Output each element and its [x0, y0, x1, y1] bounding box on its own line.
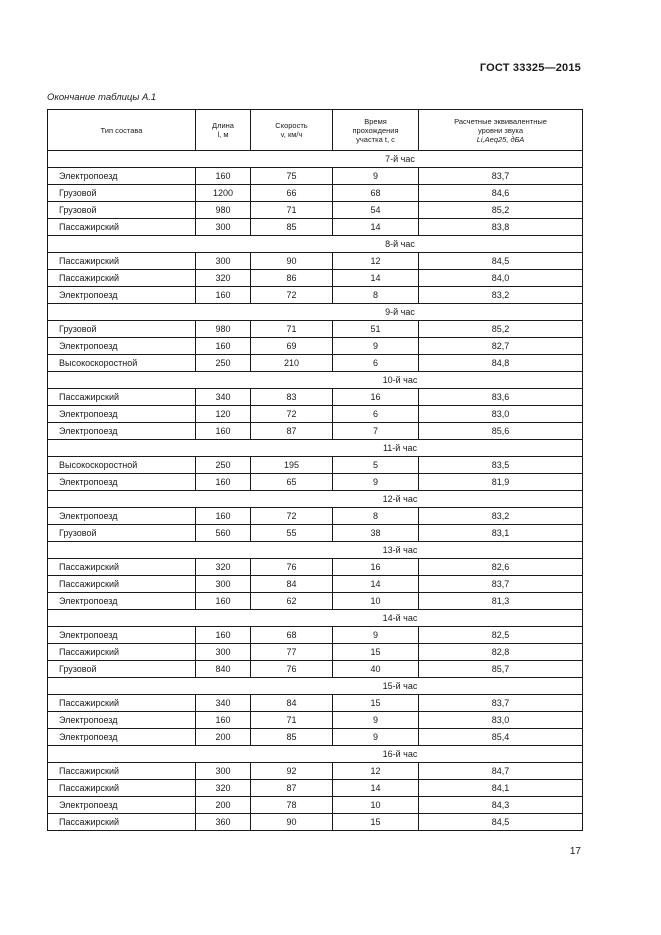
cell-speed: 76: [251, 661, 333, 678]
cell-length: 360: [196, 814, 251, 831]
table-row: [48, 644, 583, 661]
cell-speed: 92: [251, 763, 333, 780]
cell-train-type: Электропоезд: [48, 474, 196, 491]
cell-level: 84,0: [419, 270, 583, 287]
section-header-row: [48, 542, 583, 559]
document-code: ГОСТ 33325—2015: [479, 62, 581, 74]
cell-train-type: Грузовой: [48, 661, 196, 678]
cell-train-type: Электропоезд: [48, 593, 196, 610]
cell-length: 320: [196, 780, 251, 797]
cell-time: 12: [333, 763, 419, 780]
cell-speed: 83: [251, 389, 333, 406]
cell-speed: 71: [251, 321, 333, 338]
cell-level: 82,6: [419, 559, 583, 576]
cell-speed: 90: [251, 253, 333, 270]
cell-length: 840: [196, 661, 251, 678]
section-label: 9-й час: [48, 304, 583, 321]
table-row: [48, 712, 583, 729]
cell-train-type: Электропоезд: [48, 712, 196, 729]
cell-level: 83,8: [419, 219, 583, 236]
cell-speed: 62: [251, 593, 333, 610]
cell-level: 83,7: [419, 695, 583, 712]
cell-train-type: Электропоезд: [48, 423, 196, 440]
cell-length: 560: [196, 525, 251, 542]
cell-time: 9: [333, 712, 419, 729]
table-row: [48, 185, 583, 202]
cell-speed: 87: [251, 780, 333, 797]
cell-speed: 90: [251, 814, 333, 831]
train-noise-table: [47, 109, 583, 831]
cell-train-type: Пассажирский: [48, 780, 196, 797]
cell-time: 15: [333, 814, 419, 831]
cell-length: 160: [196, 508, 251, 525]
table-row: [48, 797, 583, 814]
cell-time: 15: [333, 695, 419, 712]
cell-time: 6: [333, 355, 419, 372]
cell-length: 200: [196, 797, 251, 814]
cell-train-type: Пассажирский: [48, 576, 196, 593]
cell-time: 51: [333, 321, 419, 338]
cell-length: 200: [196, 729, 251, 746]
table-row: [48, 389, 583, 406]
cell-level: 85,4: [419, 729, 583, 746]
cell-level: 82,5: [419, 627, 583, 644]
cell-time: 9: [333, 168, 419, 185]
cell-speed: 84: [251, 695, 333, 712]
cell-train-type: Грузовой: [48, 525, 196, 542]
cell-level: 85,2: [419, 321, 583, 338]
cell-level: 81,9: [419, 474, 583, 491]
cell-speed: 65: [251, 474, 333, 491]
cell-train-type: Электропоезд: [48, 797, 196, 814]
cell-train-type: Электропоезд: [48, 627, 196, 644]
cell-level: 85,2: [419, 202, 583, 219]
cell-speed: 75: [251, 168, 333, 185]
cell-length: 160: [196, 338, 251, 355]
section-label: 11-й час: [48, 440, 583, 457]
cell-train-type: Пассажирский: [48, 389, 196, 406]
cell-speed: 69: [251, 338, 333, 355]
cell-train-type: Грузовой: [48, 185, 196, 202]
cell-speed: 72: [251, 287, 333, 304]
section-header-row: [48, 151, 583, 168]
section-label: 15-й час: [48, 678, 583, 695]
section-label: 16-й час: [48, 746, 583, 763]
cell-time: 8: [333, 508, 419, 525]
cell-level: 82,8: [419, 644, 583, 661]
cell-train-type: Пассажирский: [48, 253, 196, 270]
cell-time: 9: [333, 627, 419, 644]
section-header-row: [48, 440, 583, 457]
cell-time: 14: [333, 576, 419, 593]
cell-train-type: Пассажирский: [48, 763, 196, 780]
section-label: 7-й час: [48, 151, 583, 168]
table-row: [48, 695, 583, 712]
cell-length: 300: [196, 253, 251, 270]
cell-time: 10: [333, 593, 419, 610]
table-row: [48, 338, 583, 355]
table-row: [48, 457, 583, 474]
cell-length: 160: [196, 168, 251, 185]
cell-length: 300: [196, 644, 251, 661]
cell-level: 83,1: [419, 525, 583, 542]
cell-speed: 68: [251, 627, 333, 644]
section-header-row: [48, 236, 583, 253]
section-header-row: [48, 491, 583, 508]
col-header-level: Расчетные эквивалентные уровни звука Li,Aeq25, дБА: [419, 110, 583, 151]
table-row: [48, 729, 583, 746]
table-row: [48, 219, 583, 236]
table-row: [48, 814, 583, 831]
cell-length: 160: [196, 627, 251, 644]
cell-level: 81,3: [419, 593, 583, 610]
col-header-time: Время прохождения участка t, с: [333, 110, 419, 151]
table-row: [48, 661, 583, 678]
cell-speed: 210: [251, 355, 333, 372]
table-row: [48, 508, 583, 525]
cell-time: 14: [333, 780, 419, 797]
cell-length: 300: [196, 219, 251, 236]
cell-speed: 71: [251, 712, 333, 729]
table-row: [48, 287, 583, 304]
cell-length: 160: [196, 423, 251, 440]
cell-time: 16: [333, 559, 419, 576]
cell-time: 9: [333, 729, 419, 746]
cell-speed: 72: [251, 508, 333, 525]
cell-level: 83,2: [419, 508, 583, 525]
page-number: 17: [569, 846, 581, 857]
cell-time: 9: [333, 338, 419, 355]
table-row: [48, 559, 583, 576]
table-body: [48, 151, 583, 831]
cell-length: 160: [196, 474, 251, 491]
cell-speed: 85: [251, 219, 333, 236]
cell-train-type: Пассажирский: [48, 644, 196, 661]
cell-speed: 78: [251, 797, 333, 814]
cell-speed: 66: [251, 185, 333, 202]
cell-speed: 55: [251, 525, 333, 542]
cell-length: 300: [196, 576, 251, 593]
cell-length: 250: [196, 457, 251, 474]
cell-time: 5: [333, 457, 419, 474]
cell-time: 12: [333, 253, 419, 270]
cell-train-type: Грузовой: [48, 202, 196, 219]
cell-length: 340: [196, 695, 251, 712]
cell-time: 16: [333, 389, 419, 406]
section-label: 14-й час: [48, 610, 583, 627]
cell-train-type: Электропоезд: [48, 508, 196, 525]
cell-train-type: Пассажирский: [48, 695, 196, 712]
cell-speed: 77: [251, 644, 333, 661]
table-row: [48, 253, 583, 270]
cell-level: 83,7: [419, 168, 583, 185]
cell-length: 320: [196, 559, 251, 576]
section-header-row: [48, 304, 583, 321]
cell-time: 14: [333, 270, 419, 287]
cell-level: 84,3: [419, 797, 583, 814]
cell-length: 340: [196, 389, 251, 406]
cell-train-type: Пассажирский: [48, 219, 196, 236]
cell-length: 980: [196, 202, 251, 219]
cell-level: 85,7: [419, 661, 583, 678]
section-label: 13-й час: [48, 542, 583, 559]
cell-length: 160: [196, 712, 251, 729]
cell-level: 83,7: [419, 576, 583, 593]
table-row: [48, 763, 583, 780]
table-row: [48, 321, 583, 338]
cell-speed: 85: [251, 729, 333, 746]
table-row: [48, 593, 583, 610]
cell-level: 84,7: [419, 763, 583, 780]
cell-train-type: Электропоезд: [48, 168, 196, 185]
table-caption: Окончание таблицы А.1: [47, 92, 157, 103]
col-header-speed: Скорость v, км/ч: [251, 110, 333, 151]
cell-level: 83,0: [419, 406, 583, 423]
cell-time: 14: [333, 219, 419, 236]
section-header-row: [48, 678, 583, 695]
cell-level: 83,0: [419, 712, 583, 729]
cell-length: 160: [196, 593, 251, 610]
cell-train-type: Пассажирский: [48, 559, 196, 576]
cell-train-type: Пассажирский: [48, 814, 196, 831]
cell-level: 84,5: [419, 253, 583, 270]
table-row: [48, 270, 583, 287]
table-header-row: [48, 110, 583, 151]
cell-time: 15: [333, 644, 419, 661]
section-header-row: [48, 610, 583, 627]
cell-level: 84,6: [419, 185, 583, 202]
cell-level: 84,5: [419, 814, 583, 831]
table-row: [48, 576, 583, 593]
cell-train-type: Высокоскоростной: [48, 457, 196, 474]
cell-speed: 72: [251, 406, 333, 423]
cell-length: 980: [196, 321, 251, 338]
cell-train-type: Электропоезд: [48, 287, 196, 304]
table-row: [48, 355, 583, 372]
cell-time: 8: [333, 287, 419, 304]
table-row: [48, 525, 583, 542]
cell-time: 9: [333, 474, 419, 491]
cell-level: 83,5: [419, 457, 583, 474]
cell-length: 250: [196, 355, 251, 372]
cell-time: 54: [333, 202, 419, 219]
cell-train-type: Высокоскоростной: [48, 355, 196, 372]
cell-speed: 76: [251, 559, 333, 576]
cell-time: 40: [333, 661, 419, 678]
section-label: 12-й час: [48, 491, 583, 508]
cell-speed: 71: [251, 202, 333, 219]
cell-train-type: Грузовой: [48, 321, 196, 338]
col-header-length: Длина l, м: [196, 110, 251, 151]
section-label: 8-й час: [48, 236, 583, 253]
section-header-row: [48, 372, 583, 389]
section-label: 10-й час: [48, 372, 583, 389]
col-header-type: Тип состава: [48, 110, 196, 151]
cell-time: 38: [333, 525, 419, 542]
cell-level: 83,6: [419, 389, 583, 406]
table-row: [48, 423, 583, 440]
cell-level: 84,1: [419, 780, 583, 797]
table-row: [48, 406, 583, 423]
table-row: [48, 168, 583, 185]
cell-level: 84,8: [419, 355, 583, 372]
table-row: [48, 627, 583, 644]
cell-time: 6: [333, 406, 419, 423]
cell-train-type: Электропоезд: [48, 729, 196, 746]
table-row: [48, 780, 583, 797]
section-header-row: [48, 746, 583, 763]
cell-train-type: Электропоезд: [48, 338, 196, 355]
cell-speed: 84: [251, 576, 333, 593]
table-row: [48, 202, 583, 219]
cell-length: 120: [196, 406, 251, 423]
cell-time: 68: [333, 185, 419, 202]
cell-speed: 87: [251, 423, 333, 440]
cell-length: 320: [196, 270, 251, 287]
cell-level: 85,6: [419, 423, 583, 440]
cell-speed: 195: [251, 457, 333, 474]
cell-time: 7: [333, 423, 419, 440]
cell-time: 10: [333, 797, 419, 814]
table-row: [48, 474, 583, 491]
cell-level: 82,7: [419, 338, 583, 355]
cell-length: 300: [196, 763, 251, 780]
cell-train-type: Пассажирский: [48, 270, 196, 287]
cell-speed: 86: [251, 270, 333, 287]
cell-level: 83,2: [419, 287, 583, 304]
cell-train-type: Электропоезд: [48, 406, 196, 423]
cell-length: 1200: [196, 185, 251, 202]
cell-length: 160: [196, 287, 251, 304]
